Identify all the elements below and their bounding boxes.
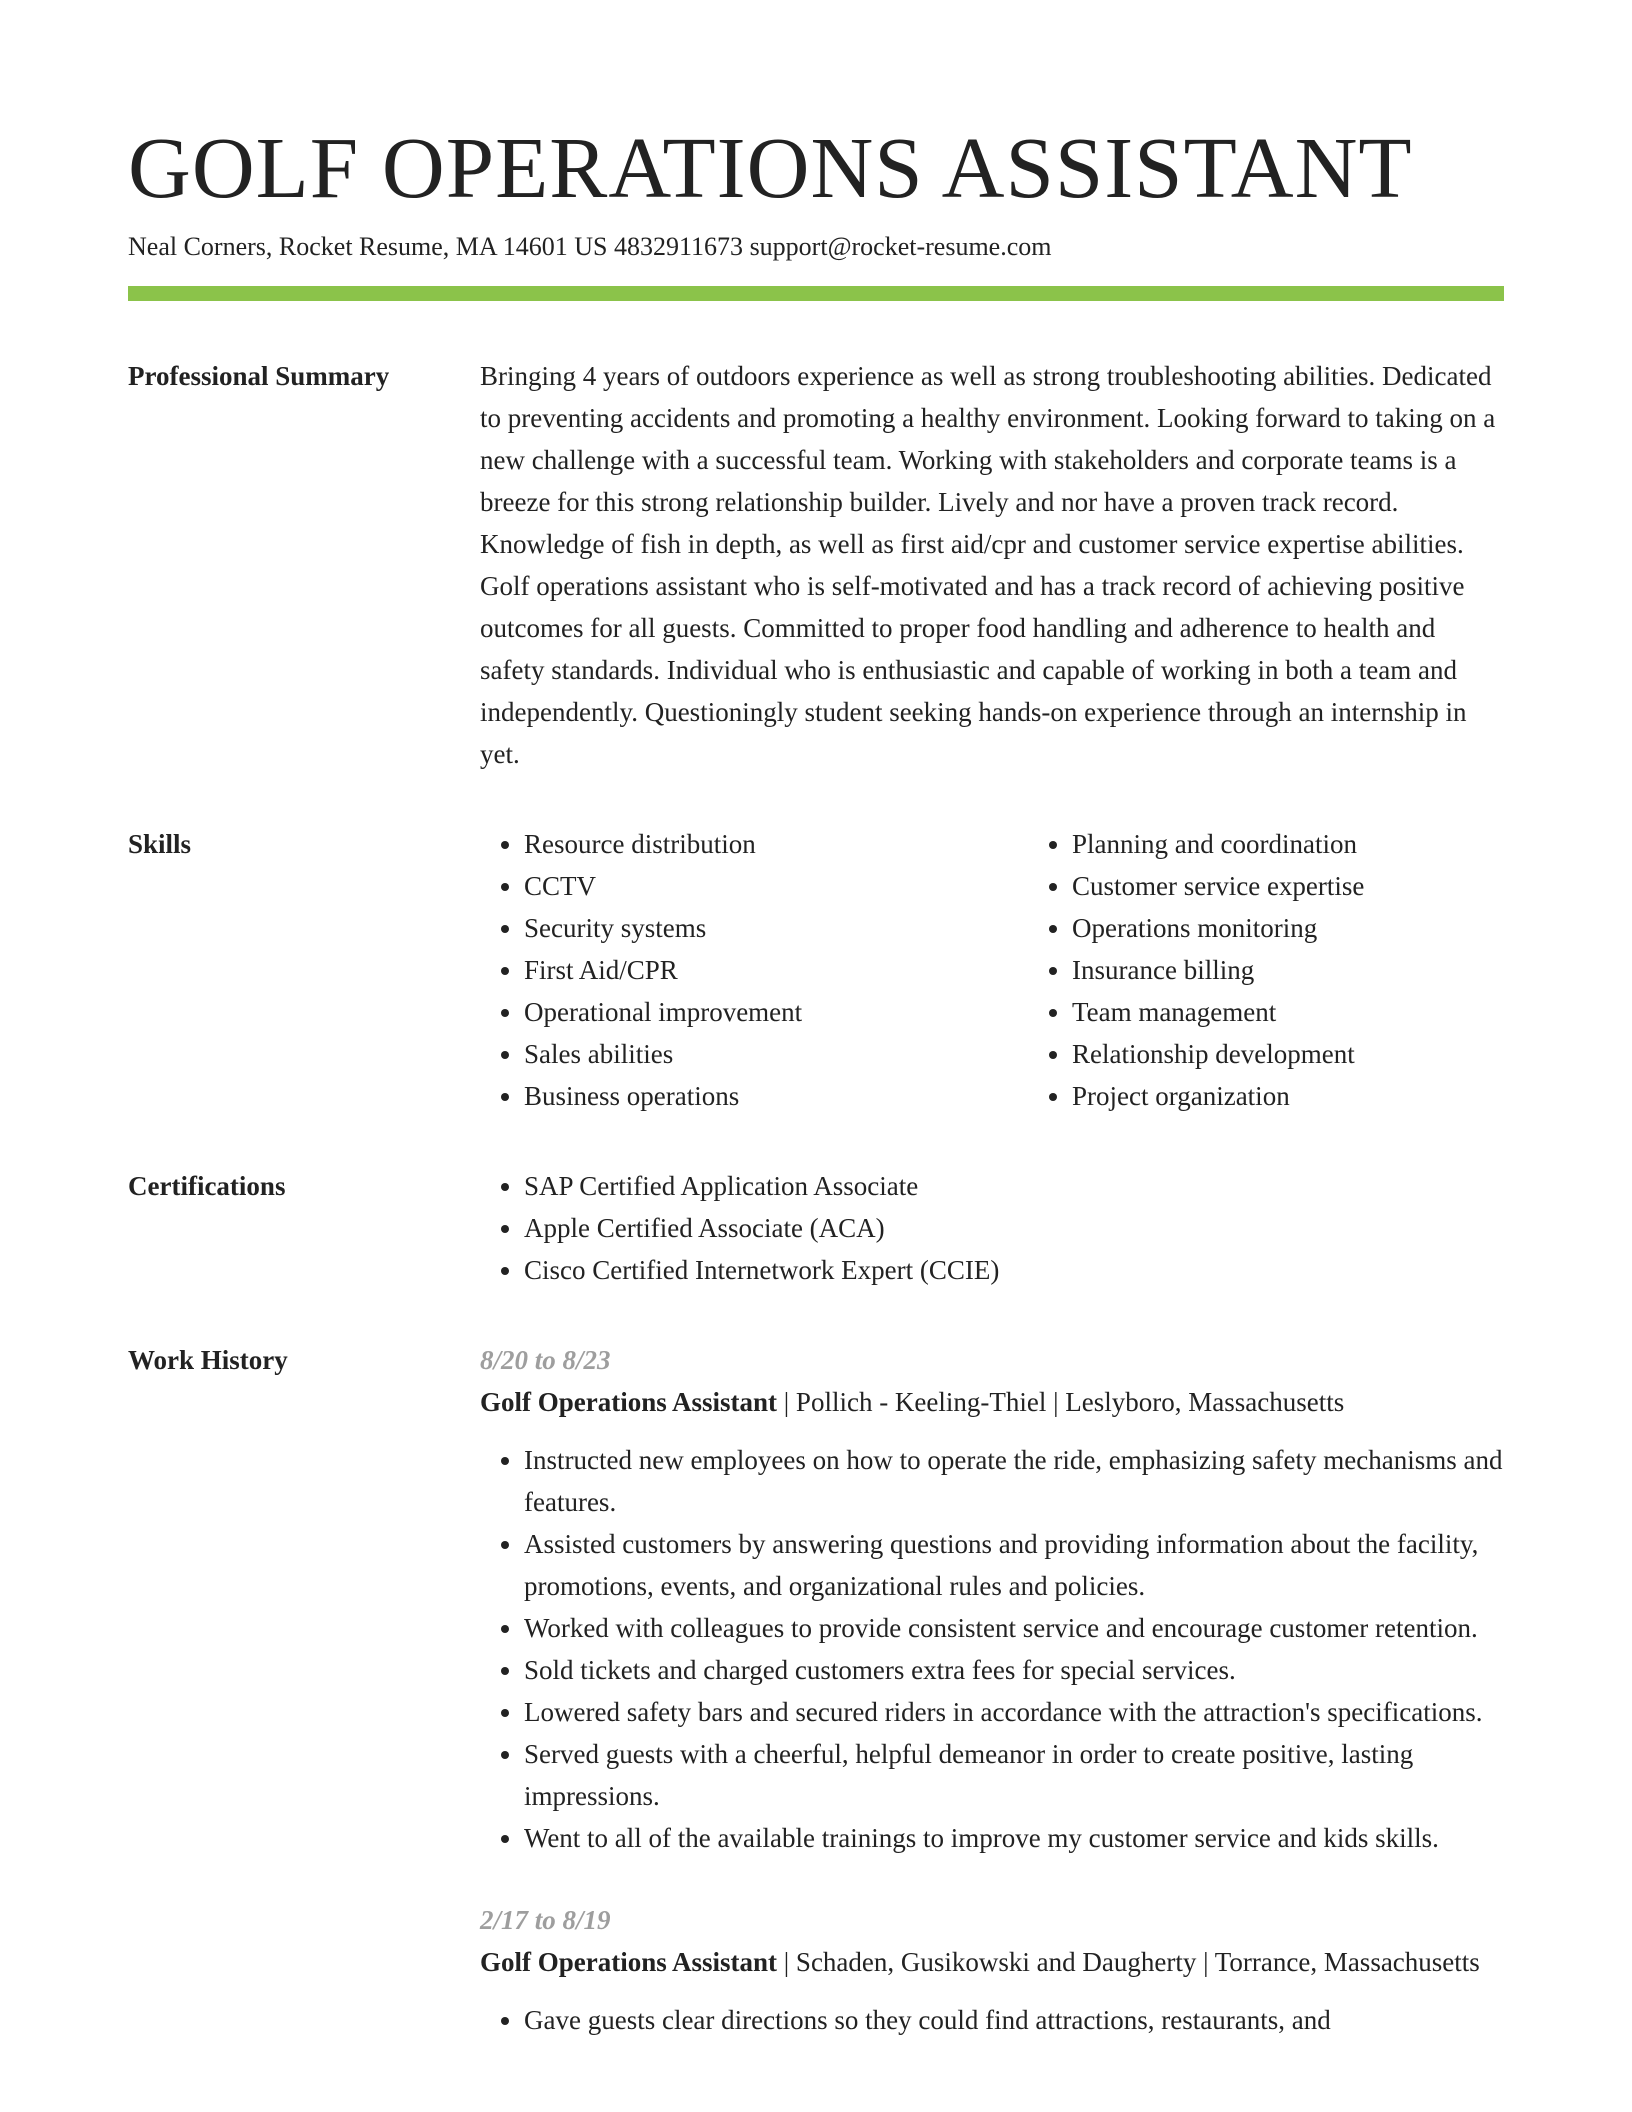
certifications-list bbox=[480, 1165, 1504, 1291]
job-title: Golf Operations Assistant bbox=[480, 1946, 778, 1977]
skill-item: • First Aid/CPR bbox=[524, 949, 1028, 991]
page-title: GOLF OPERATIONS ASSISTANT bbox=[128, 119, 1413, 216]
job-details: | Pollich - Keeling-Thiel | Leslyboro, Massachusetts bbox=[777, 1386, 1345, 1417]
contact-address: Neal Corners, Rocket Resume, MA 14601 US bbox=[128, 231, 608, 261]
certification-item: • Cisco Certified Internetwork Expert (CCIE) bbox=[524, 1249, 1504, 1291]
certifications-section bbox=[128, 1165, 1504, 1291]
skill-item: • CCTV bbox=[524, 865, 1028, 907]
summary-body bbox=[480, 355, 1504, 775]
skill-item: • Resource distribution bbox=[524, 823, 1028, 865]
certification-item: • Apple Certified Associate (ACA) bbox=[524, 1207, 1504, 1249]
contact-phone: 4832911673 bbox=[614, 231, 744, 261]
skills-body bbox=[480, 823, 1504, 1117]
summary-section bbox=[128, 355, 1504, 775]
skills-heading: Skills bbox=[128, 828, 192, 859]
certifications-body bbox=[480, 1165, 1504, 1291]
job-heading bbox=[480, 1941, 1504, 1983]
work-history-body bbox=[480, 1339, 1504, 2081]
certifications-heading: Certifications bbox=[128, 1170, 286, 1201]
contact-line bbox=[128, 230, 1504, 264]
job-bullet: • Assisted customers by answering questions and providing information about the facility, promotions, events, and organizational rules and policies. bbox=[524, 1523, 1504, 1607]
job-heading bbox=[480, 1381, 1504, 1423]
job-entry bbox=[480, 1899, 1504, 2041]
contact-email[interactable]: support@rocket-resume.com bbox=[749, 231, 1052, 261]
work-history-section bbox=[128, 1339, 1504, 2081]
job-bullets bbox=[480, 1439, 1504, 1859]
skill-item: • Sales abilities bbox=[524, 1033, 1028, 1075]
skill-item: • Security systems bbox=[524, 907, 1028, 949]
skill-item: • Customer service expertise bbox=[1072, 865, 1504, 907]
skills-section bbox=[128, 823, 1504, 1117]
skill-item: • Business operations bbox=[524, 1075, 1028, 1117]
skill-item: • Team management bbox=[1072, 991, 1504, 1033]
job-bullets bbox=[480, 1999, 1504, 2041]
accent-divider bbox=[128, 286, 1504, 301]
job-bullet: • Instructed new employees on how to operate the ride, emphasizing safety mechanisms and features. bbox=[524, 1439, 1504, 1523]
job-bullet: • Sold tickets and charged customers extra fees for special services. bbox=[524, 1649, 1504, 1691]
job-title: Golf Operations Assistant bbox=[480, 1386, 778, 1417]
job-bullet: • Worked with colleagues to provide consistent service and encourage customer retention. bbox=[524, 1607, 1504, 1649]
job-entry bbox=[480, 1339, 1504, 1859]
job-dates: 2/17 to 8/19 bbox=[480, 1904, 611, 1935]
job-dates: 8/20 to 8/23 bbox=[480, 1344, 611, 1375]
skills-list-right bbox=[1028, 823, 1504, 1117]
skill-item: • Planning and coordination bbox=[1072, 823, 1504, 865]
job-bullet: • Served guests with a cheerful, helpful demeanor in order to create positive, lasting impressions. bbox=[524, 1733, 1504, 1817]
job-bullet: • Went to all of the available trainings to improve my customer service and kids skills. bbox=[524, 1817, 1504, 1859]
summary-text: Bringing 4 years of outdoors experience as well as strong troubleshooting abilities. Dedicated to preventing accidents and promoting a healthy environment. Looking forward to taking on a new challenge with a successful team. Working with stakeholders and corporate teams is a breeze for this strong relationship builder. Lively and nor have a proven track record. Knowledge of fish in depth, as well as first aid/cpr and customer service expertise abilities. Golf operations assistant who is self-motivated and has a track record of achieving positive outcomes for all guests. Committed to proper food handling and adherence to health and safety standards. Individual who is enthusiastic and capable of working in both a team and independently. Questioningly student seeking hands-on experience through an internship in yet. bbox=[480, 360, 1496, 769]
job-bullet: • Gave guests clear directions so they could find attractions, restaurants, and bbox=[524, 1999, 1504, 2041]
job-details: | Schaden, Gusikowski and Daugherty | Torrance, Massachusetts bbox=[777, 1946, 1480, 1977]
skill-item: • Relationship development bbox=[1072, 1033, 1504, 1075]
certification-item: • SAP Certified Application Associate bbox=[524, 1165, 1504, 1207]
skill-item: • Project organization bbox=[1072, 1075, 1504, 1117]
skill-item: • Insurance billing bbox=[1072, 949, 1504, 991]
skill-item: • Operations monitoring bbox=[1072, 907, 1504, 949]
skills-list-left bbox=[480, 823, 1028, 1117]
skill-item: • Operational improvement bbox=[524, 991, 1028, 1033]
resume-page bbox=[128, 120, 1504, 2081]
job-bullet: • Lowered safety bars and secured riders in accordance with the attraction's specifications. bbox=[524, 1691, 1504, 1733]
summary-heading: Professional Summary bbox=[128, 360, 390, 391]
work-history-heading: Work History bbox=[128, 1344, 288, 1375]
